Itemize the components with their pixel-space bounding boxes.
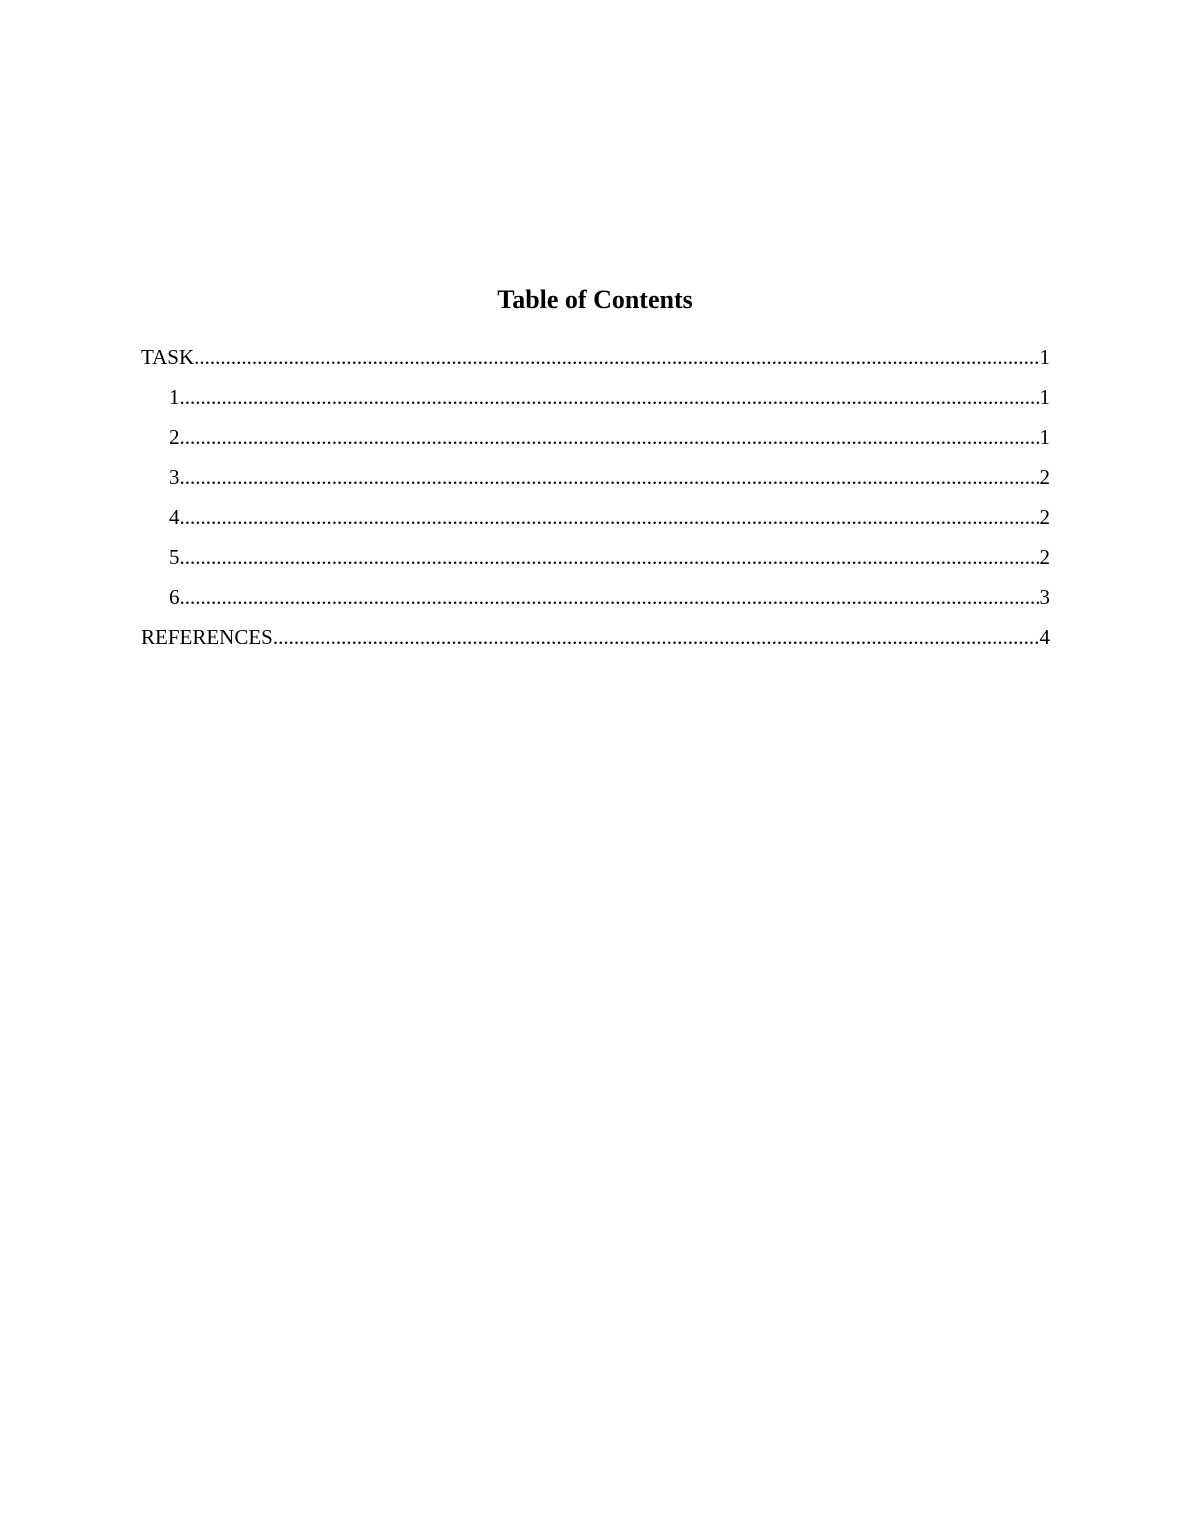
toc-entry-label: REFERENCES [141,625,273,649]
toc-entry-label: 2 [169,425,180,449]
toc-dot-leader [194,337,1039,377]
toc-entry-4[interactable] [141,497,1050,537]
toc-entry-label: TASK [141,345,195,369]
toc-entry-page: 1 [1039,345,1050,369]
toc-title: Table of Contents [497,285,693,314]
toc-entry-label: 3 [169,465,180,489]
toc-entry-label: 6 [169,585,180,609]
toc-entry-page: 1 [1039,385,1050,409]
toc-entry-page: 1 [1039,425,1050,449]
toc-entry-page: 2 [1039,505,1050,529]
toc-entry-2[interactable] [141,417,1050,457]
toc-dot-leader [180,417,1040,457]
toc-entry-5[interactable] [141,537,1050,577]
toc-dot-leader [180,577,1040,617]
toc-dot-leader [180,377,1040,417]
toc-dot-leader [180,497,1040,537]
toc-entry-6[interactable] [141,577,1050,617]
toc-entry-task[interactable] [141,337,1050,377]
toc-dot-leader [180,457,1040,497]
toc-entry-references[interactable] [141,617,1050,657]
toc-entry-1[interactable] [141,377,1050,417]
toc-entry-label: 1 [169,385,180,409]
toc-entry-3[interactable] [141,457,1050,497]
toc-entry-page: 2 [1039,465,1050,489]
toc-dot-leader [180,537,1040,577]
toc-entry-label: 4 [169,505,180,529]
toc-entry-label: 5 [169,545,180,569]
toc-entry-page: 2 [1039,545,1050,569]
toc-list [141,337,1050,657]
toc-entry-page: 3 [1039,585,1050,609]
toc-entry-page: 4 [1039,625,1050,649]
toc-dot-leader [273,617,1040,657]
